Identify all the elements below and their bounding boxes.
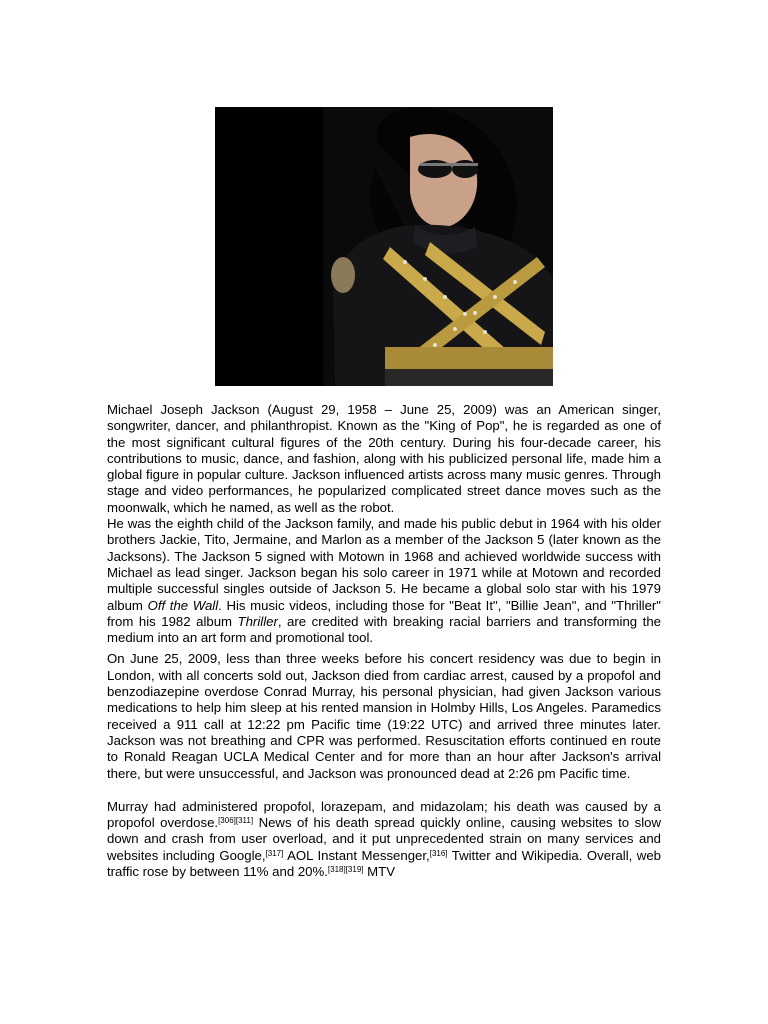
citation-ref[interactable]: [318][319] [327, 865, 364, 875]
paragraph-career [107, 516, 661, 646]
career-text-1: He was the eighth child of the Jackson family, and made his public debut in 1964 with his older brothers Jackie, Tito, Jermaine, and Marlon as a member of the Jackson 5 (later known as the Jacksons). The Jackson 5 signed with Motown in 1968 and achieved worldwide success with Michael as lead singer. Jackson began his solo career in 1971 while at Motown and recorded multiple successful singles outside of Jackson 5. He became a global solo star with his 1979 album [107, 516, 661, 613]
aftermath-text-3: AOL Instant Messenger, [283, 847, 430, 863]
article-body [107, 402, 661, 880]
citation-ref[interactable]: [316] [429, 848, 448, 858]
citation-ref[interactable]: [306][311] [218, 816, 254, 826]
paragraph-death: On June 25, 2009, less than three weeks before his concert residency was due to begin in London, with all concerts sold out, Jackson died from cardiac arrest, caused by a propofol and benzodiazepine overdose Conrad Murray, his personal physician, had given Jackson various medications to help him sleep at his rented mansion in Holmby Hills, Los Angeles. Paramedics received a 911 call at 12:22 pm Pacific time (19:22 UTC) and arrived three minutes later. Jackson was not breathing and CPR was performed. Resuscitation efforts continued en route to Ronald Reagan UCLA Medical Center and for more than an hour after Jackson's arrival there, but were unsuccessful, and Jackson was pronounced dead at 2:26 pm Pacific time. [107, 651, 661, 781]
paragraph-intro: Michael Joseph Jackson (August 29, 1958 – June 25, 2009) was an American singer, songwriter, dancer, and philanthropist. Known as the "King of Pop", he is regarded as one of the most significant cultural figures of the 20th century. During his four-decade career, his contributions to music, dance, and fashion, along with his publicized personal life, made him a global figure in popular culture. Jackson influenced artists across many music genres. Through stage and video performances, he popularized complicated street dance moves such as the moonwalk, which he named, as well as the robot. [107, 402, 661, 515]
album-thriller: Thriller [237, 613, 278, 629]
career-text-3: , are credited with breaking racial barriers and transforming the medium into an art form and promotional tool. [107, 613, 661, 646]
portrait-illustration [215, 107, 553, 386]
album-off-the-wall: Off the Wall [147, 597, 219, 613]
aftermath-text-4: Twitter and Wikipedia. Overall, web traffic rose by between 11% and 20%. [107, 847, 661, 880]
aftermath-text-1: Murray had administered propofol, lorazepam, and midazolam; his death was caused by a propofol overdose. [107, 798, 661, 831]
aftermath-text-5: MTV [363, 864, 396, 880]
citation-ref[interactable]: [317] [265, 848, 284, 858]
paragraph-aftermath [107, 799, 661, 880]
aftermath-text-2: News of his death spread quickly online, causing websites to slow down and crash from user overload, and it put unprecedented strain on many services and websites including Google, [107, 815, 661, 863]
career-text-2: . His music videos, including those for "Beat It", "Billie Jean", and "Thriller" from his 1982 album [107, 597, 661, 629]
portrait-photo [215, 107, 553, 386]
